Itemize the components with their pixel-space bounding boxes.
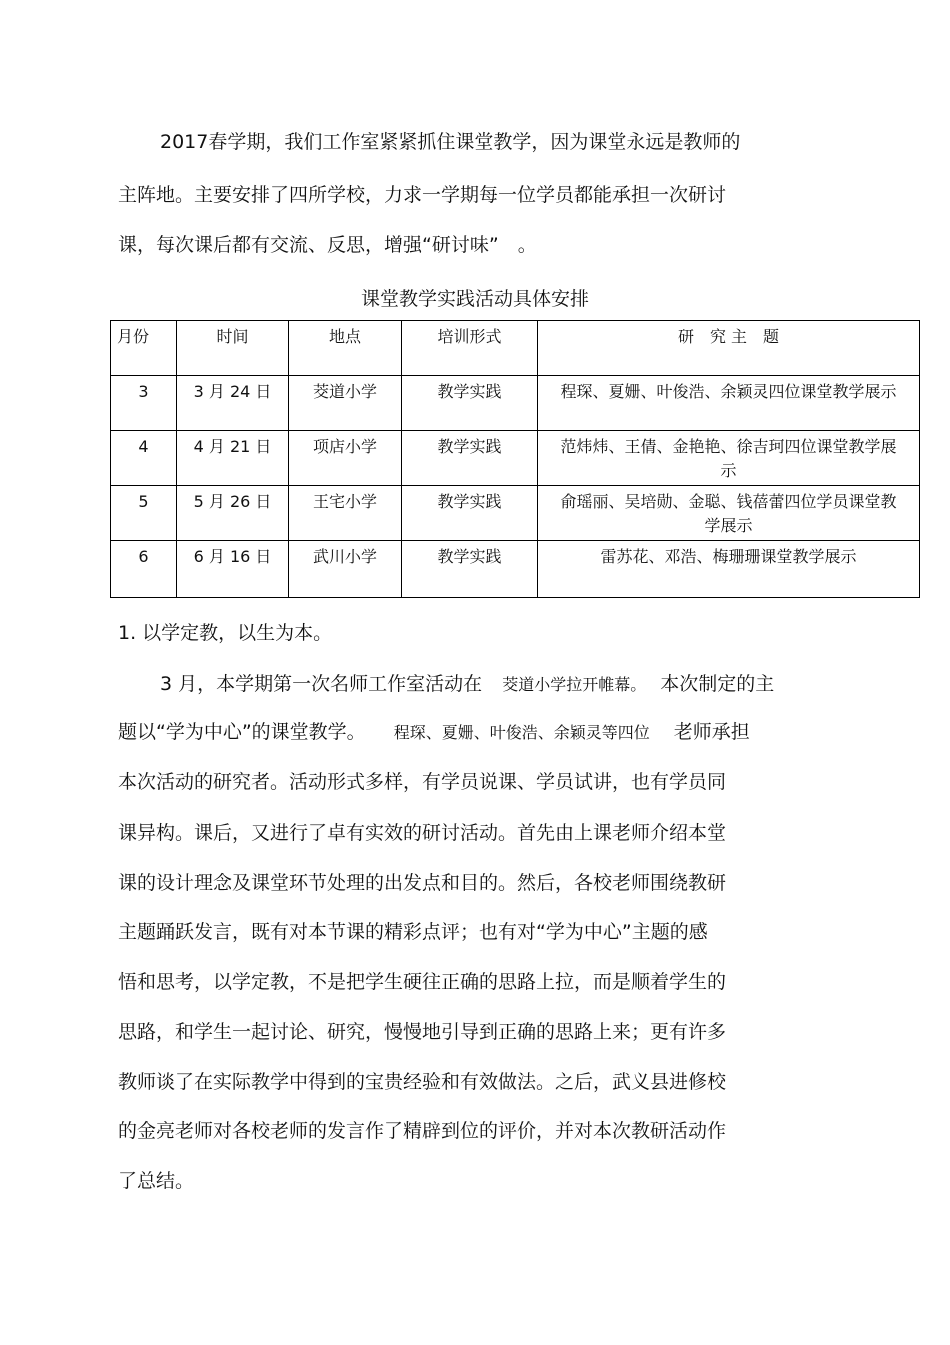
cell-format: 教学实践 — [402, 376, 538, 431]
cell-topic: 雷苏花、邓浩、梅珊珊课堂教学展示 — [538, 541, 920, 598]
para-text: 老师承担 — [673, 721, 750, 743]
cell-topic: 范炜炜、王倩、金艳艳、徐吉珂四位课堂教学展示 — [538, 431, 920, 486]
para-line: 了总结。 — [118, 1170, 195, 1192]
table-header-row — [111, 321, 920, 376]
para-line: 课的设计理念及课堂环节处理的出发点和目的。然后，各校老师围绕教研 — [118, 872, 727, 894]
header-month: 月份 — [111, 321, 177, 376]
cell-location: 茭道小学 — [289, 376, 402, 431]
cell-topic: 程琛、夏姗、叶俊浩、余颖灵四位课堂教学展示 — [538, 376, 920, 431]
header-location: 地点 — [289, 321, 402, 376]
cell-location: 王宅小学 — [289, 486, 402, 541]
table-title: 课堂教学实践活动具体安排 — [360, 288, 589, 310]
cell-date: 6 月 16 日 — [177, 541, 289, 598]
intro-line-1: 2017春学期，我们工作室紧紧抓住课堂教学，因为课堂永远是教师的 — [160, 131, 741, 153]
para-line: 课异构。课后，又进行了卓有实效的研讨活动。首先由上课老师介绍本堂 — [118, 822, 727, 844]
para-line: 思路，和学生一起讨论、研究，慢慢地引导到正确的思路上来；更有许多 — [118, 1021, 727, 1043]
cell-month: 4 — [111, 431, 177, 486]
para-line: 主题踊跃发言，既有对本节课的精彩点评；也有对“学为中心”主题的感 — [118, 921, 708, 943]
header-topic: 研 究 主 题 — [538, 321, 920, 376]
para-line — [160, 672, 774, 697]
cell-topic: 俞瑶丽、吴培勋、金聪、钱蓓蕾四位学员课堂教学展示 — [538, 486, 920, 541]
cell-month: 5 — [111, 486, 177, 541]
para-text-small: 茭道小学拉开帷幕。 — [502, 675, 647, 694]
cell-format: 教学实践 — [402, 486, 538, 541]
para-line: 的金亮老师对各校老师的发言作了精辟到位的评价，并对本次教研活动作 — [118, 1120, 727, 1142]
cell-location: 项店小学 — [289, 431, 402, 486]
intro-line-3: 课，每次课后都有交流、反思，增强“研讨味” 。 — [118, 234, 537, 256]
para-line: 悟和思考，以学定教，不是把学生硬往正确的思路上拉，而是顺着学生的 — [118, 971, 727, 993]
cell-location: 武川小学 — [289, 541, 402, 598]
para-text: 题以“学为中心”的课堂教学。 — [118, 721, 366, 743]
header-format: 培训形式 — [402, 321, 538, 376]
table-row — [111, 376, 920, 431]
cell-month: 3 — [111, 376, 177, 431]
cell-month: 6 — [111, 541, 177, 598]
cell-format: 教学实践 — [402, 431, 538, 486]
cell-format: 教学实践 — [402, 541, 538, 598]
schedule-table — [110, 320, 920, 598]
para-line: 教师谈了在实际教学中得到的宝贵经验和有效做法。之后，武义县进修校 — [118, 1071, 727, 1093]
section-heading: 1. 以学定教，以生为本。 — [118, 622, 333, 644]
para-text: 3 月，本学期第一次名师工作室活动在 — [160, 673, 483, 695]
cell-date: 5 月 26 日 — [177, 486, 289, 541]
intro-line-2: 主阵地。主要安排了四所学校，力求一学期每一位学员都能承担一次研讨 — [118, 184, 727, 206]
table-row — [111, 486, 920, 541]
cell-date: 4 月 21 日 — [177, 431, 289, 486]
para-line — [118, 720, 750, 745]
para-line: 本次活动的研究者。活动形式多样，有学员说课、学员试讲，也有学员同 — [118, 771, 727, 793]
table-row — [111, 541, 920, 598]
table-row — [111, 431, 920, 486]
cell-date: 3 月 24 日 — [177, 376, 289, 431]
header-date: 时间 — [177, 321, 289, 376]
para-text: 本次制定的主 — [660, 673, 775, 695]
para-text-small: 程琛、夏姗、叶俊浩、余颖灵等四位 — [393, 723, 650, 742]
